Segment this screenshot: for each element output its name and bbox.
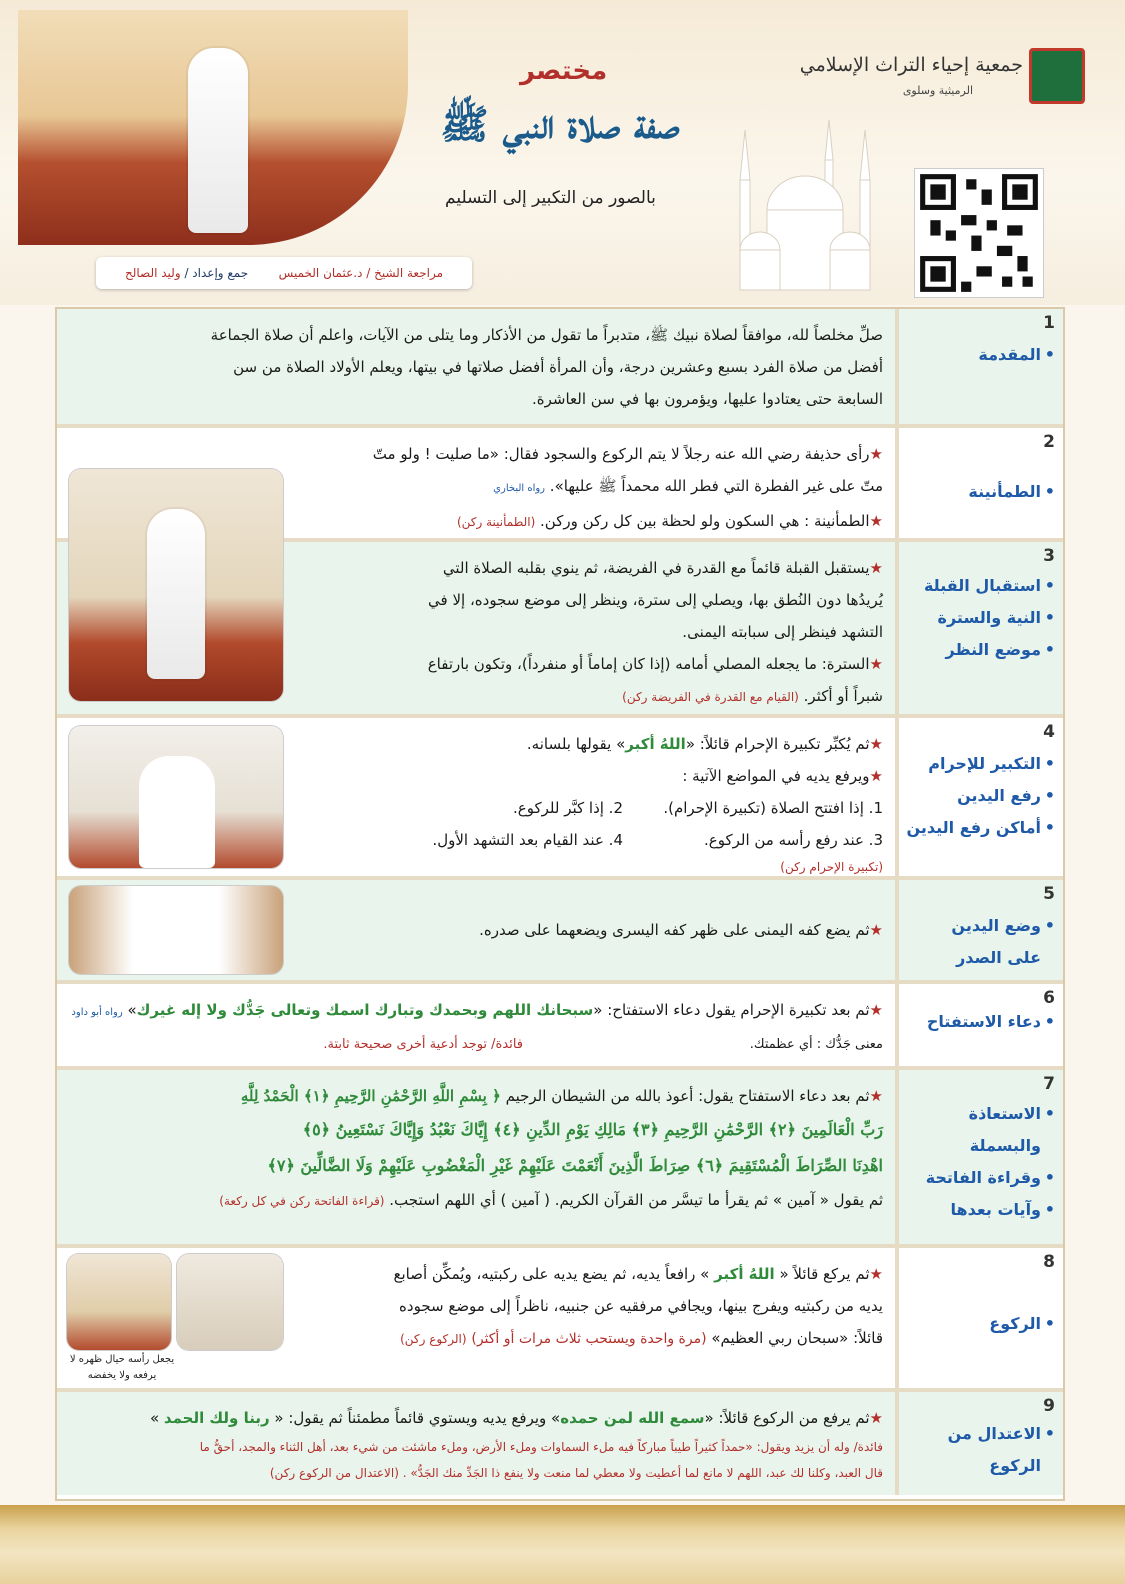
star-icon: ★ bbox=[869, 512, 883, 530]
text-line: ★ثم بعد تكبيرة الإحرام يقول دعاء الاستفتاح: «سبحانك اللهم وبحمدك وتبارك اسمك وتعالى جَدُّك ولا إله غيرك» رواه أبو داود bbox=[71, 1001, 883, 1019]
text-line: ★ثم بعد دعاء الاستفتاح يقول: أعوذ بالله من الشيطان الرجيم ﴿ بِسْمِ اللَّهِ الرَّحْمَٰنِ الرَّحِيمِ ﴿١﴾ الْحَمْدُ لِلَّهِ bbox=[240, 1087, 883, 1105]
raising-hands-photo bbox=[69, 726, 283, 868]
page-subtitle: بالصور من التكبير إلى التسليم bbox=[445, 188, 656, 208]
worshipper-figure bbox=[188, 48, 248, 233]
text-line: متّ على غير الفطرة التي فطر الله محمداً ﷺ عليها». رواه البخاري bbox=[493, 477, 883, 495]
mosque-icon bbox=[720, 120, 890, 295]
credit-prep-name: وليد الصالح bbox=[124, 266, 181, 280]
list-item: 4. عند القيام بعد التشهد الأول. bbox=[432, 831, 623, 849]
text-line: التشهد فينظر إلى سبابته اليمنى. bbox=[682, 623, 883, 641]
org-location: الرميثية وسلوى bbox=[902, 84, 973, 97]
text-line: ★السترة: ما يجعله المصلي أمامه (إذا كان إماماً أو منفرداً)، وتكون بارتفاع bbox=[427, 655, 883, 673]
text-line: قال العبد، وكلنا لك عبد، اللهم لا مانع لما أعطيت ولا معطي لما منعت ولا ينفع ذا الجَدِّ منك الجَدُّ» . (الاعتدال من الركوع ركن) bbox=[269, 1466, 883, 1480]
text-line: ثم يقول « آمين » ثم يقرأ ما تيسَّر من القرآن الكريم. ( آمين ) أي اللهم استجب. (قراءة الفاتحة ركن في كل ركعة) bbox=[219, 1191, 883, 1209]
bowing-photo bbox=[67, 1254, 171, 1350]
text-line bbox=[299, 824, 883, 856]
pillar-note: (الاعتدال من الركوع ركن) bbox=[269, 1466, 399, 1480]
text-line: شبراً أو أكثر. (القيام مع القدرة في الفريضة ركن) bbox=[622, 687, 883, 705]
list-item: 1. إذا افتتح الصلاة (تكبيرة الإحرام). bbox=[663, 799, 883, 817]
narrator-label: رواه أبو داود bbox=[71, 1007, 123, 1018]
step-content bbox=[57, 984, 895, 1066]
step-side bbox=[895, 1070, 1063, 1244]
step-side bbox=[895, 1392, 1063, 1495]
pillar-note: (الركوع ركن) bbox=[400, 1332, 467, 1346]
text-line bbox=[299, 792, 883, 824]
step-row-9 bbox=[57, 1392, 1063, 1495]
step-content bbox=[287, 1248, 895, 1388]
step-content bbox=[57, 1070, 895, 1244]
topic-label: • الاستعاذة والبسملة bbox=[899, 1098, 1063, 1162]
text-line: ★الطمأنينة : هي السكون ولو لحظة بين كل ركن وركن. (الطمأنينة ركن) bbox=[456, 512, 883, 530]
step-row-4 bbox=[57, 718, 1063, 880]
org-name: جمعية إحياء التراث الإسلامي bbox=[799, 54, 1023, 76]
text-line: يديه من ركبتيه ويفرج بينها، ويجافي مرفقيه عن جنبيه، ناظراً إلى موضع سجوده bbox=[399, 1297, 883, 1315]
step-number: 3 bbox=[1043, 546, 1055, 566]
benefit-note: فائدة/ توجد أدعية أخرى صحيحة ثابتة. bbox=[323, 1037, 523, 1052]
star-icon: ★ bbox=[869, 655, 883, 673]
text-line: قائلاً: «سبحان ربي العظيم» (مرة واحدة ويستحب ثلاث مرات أو أكثر) (الركوع ركن) bbox=[400, 1329, 883, 1347]
step-row-1 bbox=[57, 309, 1063, 428]
step-side bbox=[895, 428, 1063, 538]
step-number: 2 bbox=[1043, 432, 1055, 452]
star-icon: ★ bbox=[869, 921, 883, 939]
step-content bbox=[287, 880, 895, 980]
text-line: صلِّ مخلصاً لله، موافقاً لصلاة نبيك ﷺ، متدبراً ما تقول من الأذكار وما يتلى من الآيات، واعلم أن صلاة الجماعة bbox=[210, 326, 883, 344]
topic-label: • موضع النظر bbox=[899, 634, 1063, 666]
header-photo bbox=[18, 10, 408, 245]
star-icon: ★ bbox=[869, 1265, 883, 1283]
worshipper-figure bbox=[139, 756, 215, 868]
worshipper-figure bbox=[147, 509, 205, 679]
star-icon: ★ bbox=[869, 559, 883, 577]
topic-label: • وآيات بعدها bbox=[899, 1194, 1063, 1226]
step-side bbox=[895, 1248, 1063, 1388]
hands-on-chest-photo bbox=[69, 886, 283, 974]
verse-line: رَبِّ الْعَالَمِينَ ﴿٢﴾ الرَّحْمَٰنِ الرَّحِيمِ ﴿٣﴾ مَالِكِ يَوْمِ الدِّينِ ﴿٤﴾ إِيَّاكَ نَعْبُدُ وَإِيَّاكَ نَسْتَعِينُ ﴿٥﴾ bbox=[302, 1120, 883, 1139]
step-content bbox=[287, 428, 895, 538]
topic-label: • أماكن رفع اليدين bbox=[899, 812, 1063, 844]
step-side bbox=[895, 542, 1063, 714]
text-line: ★ثم يركع قائلاً « اللهُ أكبر » رافعاً يديه، ثم يضع يديه على ركبتيه، ويُمكِّن أصابع bbox=[393, 1265, 883, 1283]
text-line: ★ثم يُكبِّر تكبيرة الإحرام قائلاً: «اللهُ أكبر» يقولها بلسانه. bbox=[526, 735, 883, 753]
mukhtasar-label: مختصر bbox=[520, 56, 608, 86]
org-block bbox=[745, 48, 1085, 108]
step-row-8 bbox=[57, 1248, 1063, 1392]
org-logo-icon bbox=[1029, 48, 1085, 104]
text-line: فائدة/ وله أن يزيد ويقول: «حمداً كثيراً طيباً مباركاً فيه ملء السماوات وملء الأرض، وملء ماشئت من شيء بعد، أهل الثناء والمجد، أحقُّ ما bbox=[199, 1440, 883, 1454]
text-line: يُريدُها دون النُطق بها، ويصلي إلى سترة، وينظر إلى موضع سجوده، إلا في bbox=[428, 591, 883, 609]
step-number: 7 bbox=[1043, 1074, 1055, 1094]
step-content bbox=[287, 718, 895, 876]
step-number: 5 bbox=[1043, 884, 1055, 904]
text-line: أفضل من صلاة الفرد بسبع وعشرين درجة، وأن المرأة أفضل صلاتها في بيتها، ويعلم الأولاد الصلاة من سن bbox=[233, 358, 883, 376]
topic-label: • وقراءة الفاتحة bbox=[899, 1162, 1063, 1194]
text-line: ★ثم يرفع من الركوع قائلاً: «سمع الله لمن حمده» ويرفع يديه ويستوي قائماً مطمئناً ثم يقول: « ربنا ولك الحمد » bbox=[149, 1409, 883, 1427]
topic-label: • الركوع bbox=[899, 1308, 1063, 1340]
text-line: ★رأى حذيفة رضي الله عنه رجلاً لا يتم الركوع والسجود فقال: «ما صليت ! ولو متّ bbox=[372, 445, 883, 463]
star-icon: ★ bbox=[869, 1001, 883, 1019]
text-line: السابعة حتى يعتادوا عليها، ويؤمرون بها في سن العاشرة. bbox=[531, 390, 883, 408]
text-line bbox=[299, 856, 883, 877]
qr-code-icon[interactable] bbox=[914, 168, 1044, 298]
step-side bbox=[895, 880, 1063, 980]
credit-review-label: مراجعة الشيخ / bbox=[366, 266, 444, 280]
step-content bbox=[57, 1392, 895, 1495]
credit-prep-label: جمع وإعداد / bbox=[184, 266, 249, 280]
pillar-note: (القيام مع القدرة في الفريضة ركن) bbox=[622, 690, 799, 704]
step-number: 9 bbox=[1043, 1396, 1055, 1416]
standing-photo bbox=[69, 469, 283, 701]
step-number: 1 bbox=[1043, 313, 1055, 333]
topic-label: • النية والسترة bbox=[899, 602, 1063, 634]
text-line: ★يستقبل القبلة قائماً مع القدرة في الفريضة، ثم ينوي بقلبه الصلاة التي bbox=[442, 559, 883, 577]
verse-line: اهْدِنَا الصِّرَاطَ الْمُسْتَقِيمَ ﴿٦﴾ صِرَاطَ الَّذِينَ أَنْعَمْتَ عَلَيْهِمْ غَيْرِ الْمَغْضُوبِ عَلَيْهِمْ وَلَا الضَّالِّينَ ﴿٧﴾ bbox=[267, 1156, 883, 1175]
hands-on-knees-photo bbox=[177, 1254, 283, 1350]
topic-label: • وضع اليدين على الصدر bbox=[933, 910, 1063, 974]
pillar-note: (قراءة الفاتحة ركن في كل ركعة) bbox=[219, 1194, 385, 1208]
topic-label: • دعاء الاستفتاح bbox=[899, 1006, 1063, 1038]
star-icon: ★ bbox=[869, 1087, 883, 1105]
step-content bbox=[57, 309, 895, 424]
step-row-6 bbox=[57, 984, 1063, 1070]
credit-review-name: د.عثمان الخميس bbox=[278, 266, 363, 280]
step-row-7 bbox=[57, 1070, 1063, 1248]
step-side bbox=[895, 309, 1063, 424]
list-item: 3. عند رفع رأسه من الركوع. bbox=[704, 831, 883, 849]
footer-band bbox=[0, 1505, 1125, 1584]
credits-bar bbox=[96, 257, 472, 289]
topic-label: • المقدمة bbox=[899, 339, 1063, 371]
photo-caption: يجعل رأسه حيال ظهره لا يرفعه ولا يخفضه bbox=[69, 1354, 175, 1381]
step-side bbox=[895, 984, 1063, 1066]
step-number: 6 bbox=[1043, 988, 1055, 1008]
topic-label: • الطمأنينة bbox=[899, 476, 1063, 508]
star-icon: ★ bbox=[869, 735, 883, 753]
topic-label: • الاعتدال من الركوع bbox=[899, 1418, 1063, 1482]
pillar-note: (تكبيرة الإحرام ركن) bbox=[780, 860, 883, 874]
step-side bbox=[895, 718, 1063, 876]
page-title: صفة صلاة النبي ﷺ bbox=[440, 101, 680, 148]
text-line: ★ويرفع يديه في المواضع الآتية : bbox=[682, 767, 883, 785]
text-line: ★ثم يضع كفه اليمنى على ظهر كفه اليسرى ويضعهما على صدره. bbox=[479, 921, 883, 939]
text-line: معنى جَدُّك : أي عظمتك.فائدة/ توجد أدعية أخرى صحيحة ثابتة. bbox=[323, 1037, 883, 1052]
step-content bbox=[287, 542, 895, 714]
topic-label: • رفع اليدين bbox=[899, 780, 1063, 812]
step-number: 8 bbox=[1043, 1252, 1055, 1272]
narrator-label: رواه البخاري bbox=[493, 483, 546, 494]
star-icon: ★ bbox=[869, 1409, 883, 1427]
header bbox=[0, 0, 1125, 305]
steps-table bbox=[55, 307, 1065, 1501]
pillar-note: (الطمأنينة ركن) bbox=[456, 515, 536, 529]
step-number: 4 bbox=[1043, 722, 1055, 742]
list-item: 2. إذا كبَّر للركوع. bbox=[513, 799, 623, 817]
topic-label: • استقبال القبلة bbox=[899, 570, 1063, 602]
star-icon: ★ bbox=[869, 767, 883, 785]
star-icon: ★ bbox=[869, 445, 883, 463]
step-row-5 bbox=[57, 880, 1063, 984]
topic-label: • التكبير للإحرام bbox=[899, 748, 1063, 780]
